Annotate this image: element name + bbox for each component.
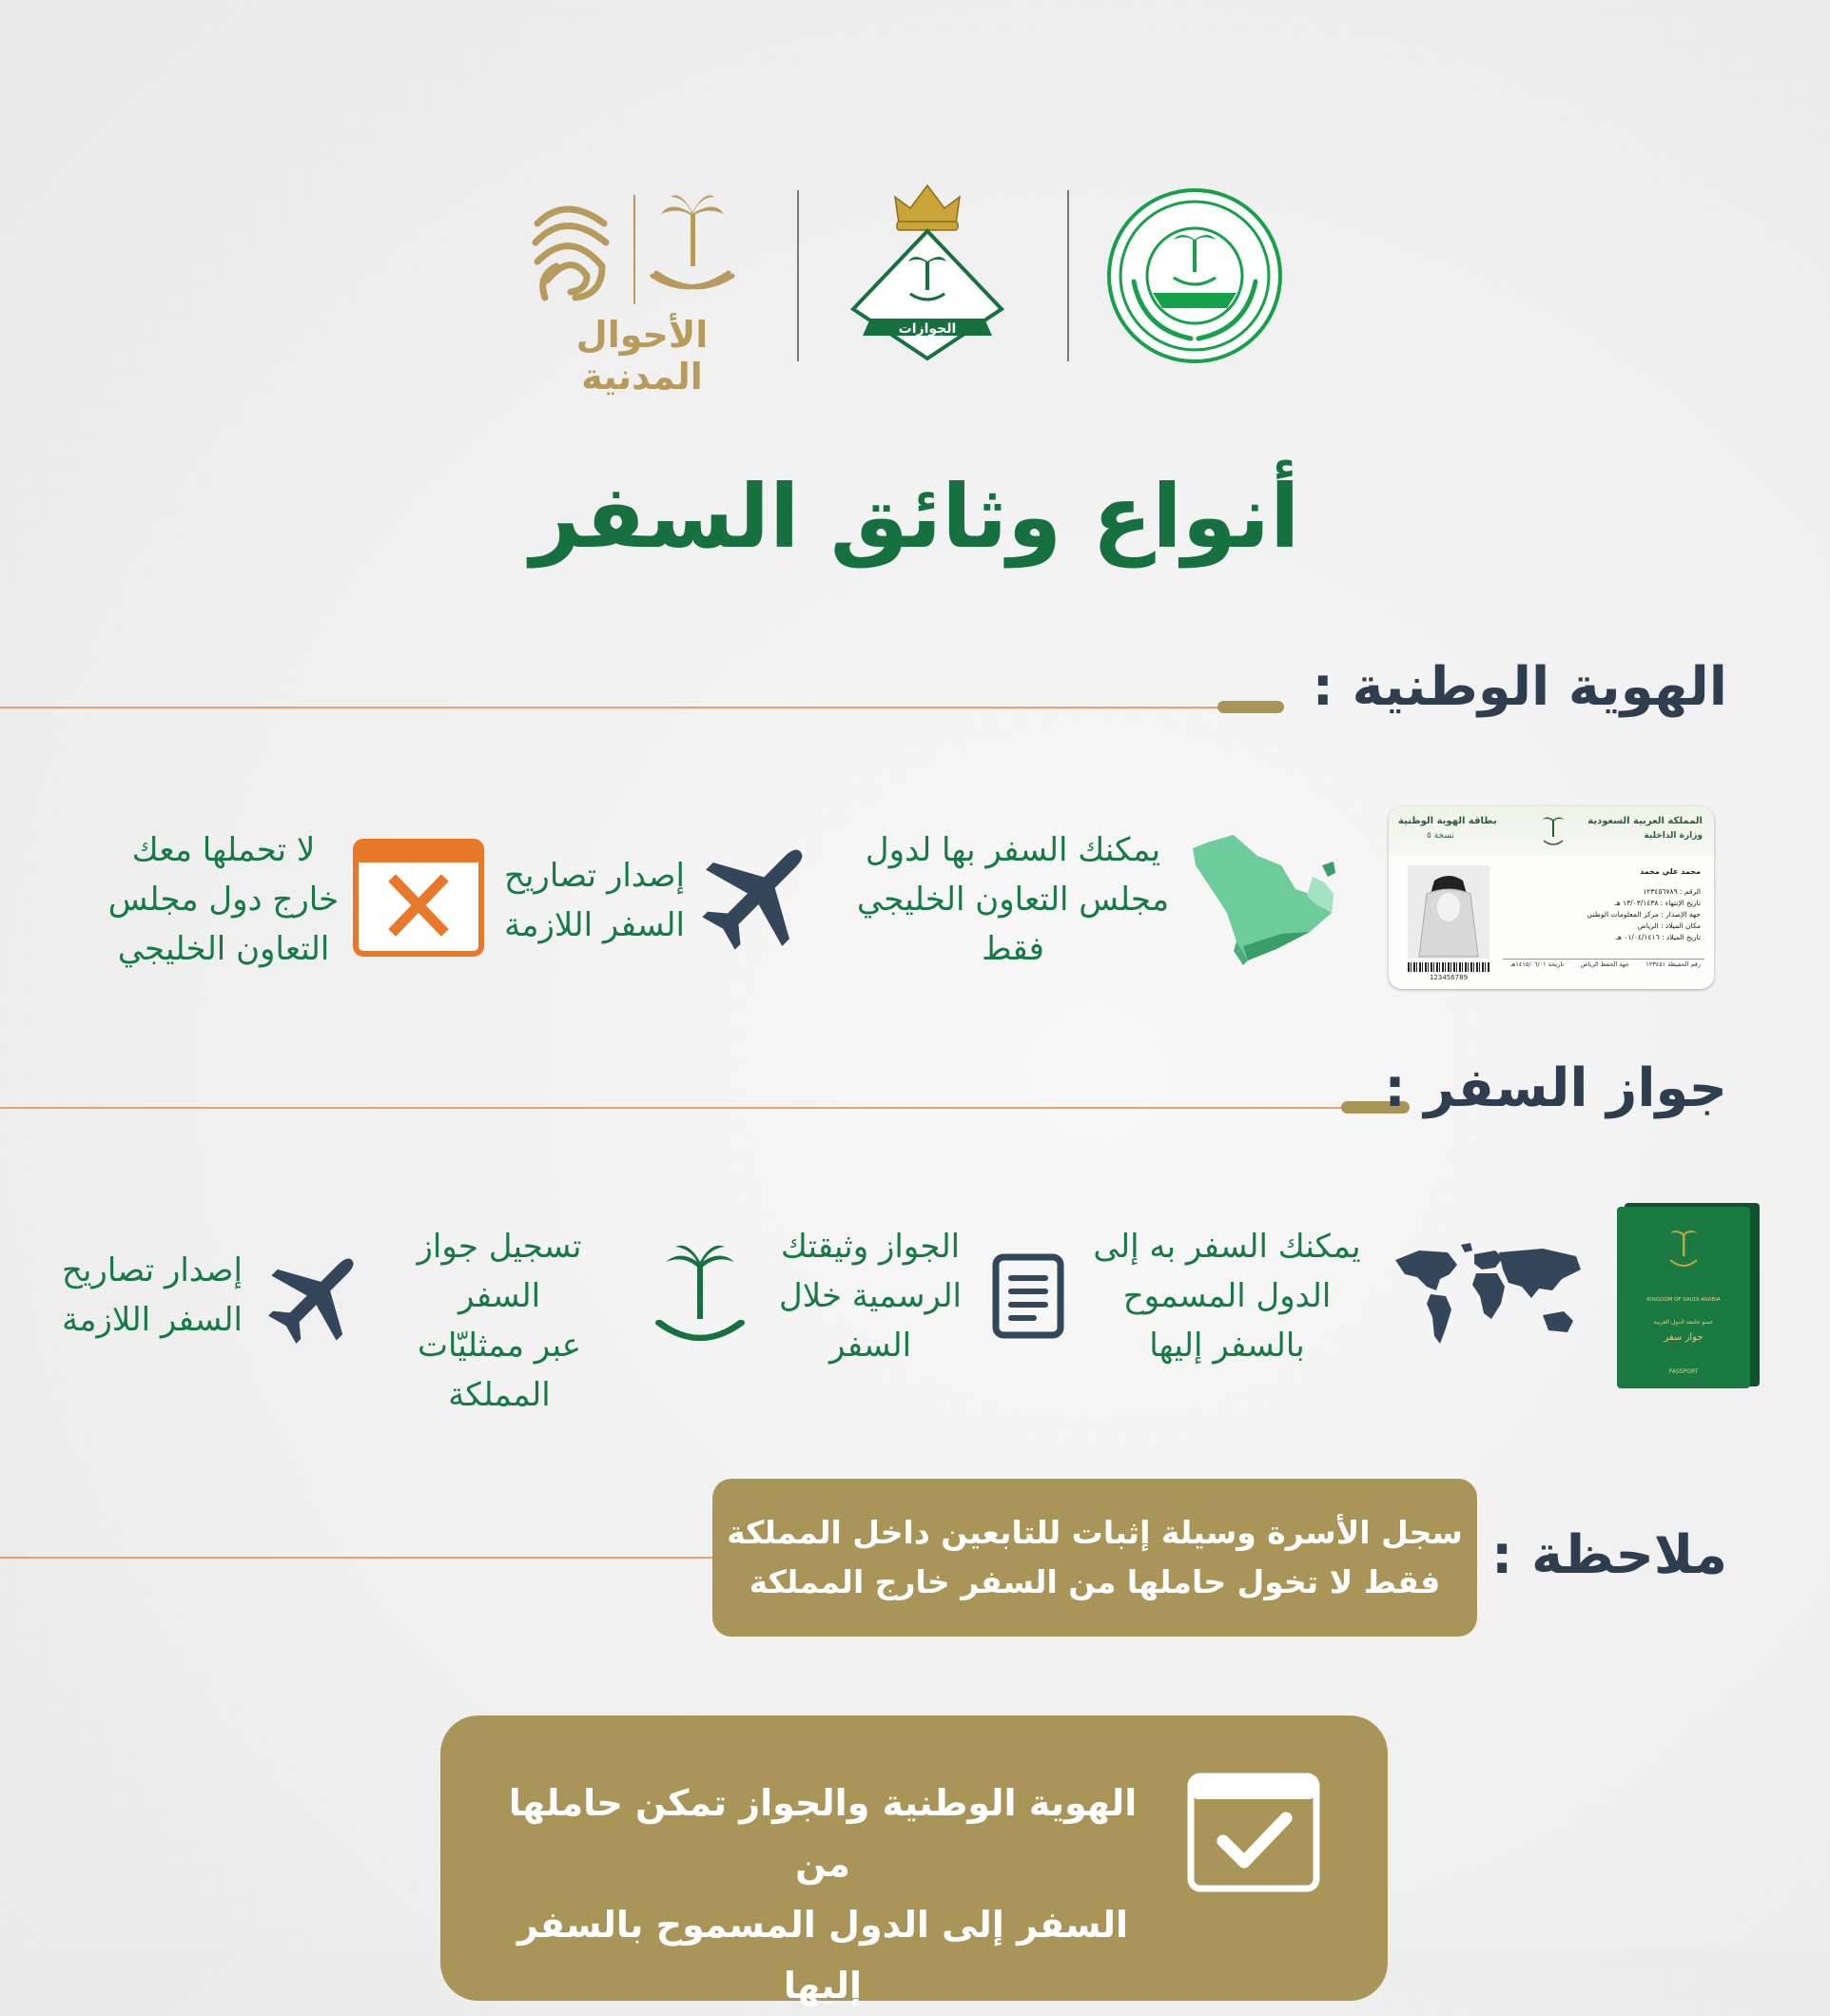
civil-affairs-logo-text: الأحوال المدنية	[575, 314, 709, 397]
passport-cover-title: جواز سفر	[1664, 1332, 1703, 1343]
check-window-icon	[1187, 1773, 1320, 1892]
feature-text-line: السفر	[828, 1327, 912, 1365]
card-title: بطاقة الهوية الوطنية	[1398, 816, 1497, 826]
card-holder-name: محمد علي محمد	[1640, 867, 1701, 876]
card-barcode-number: 123456789	[1429, 974, 1469, 981]
passport-heading: جواز السفر :	[1384, 1057, 1727, 1119]
card-footer-item: رقم الحفيظة ١٢٣٤٥١	[1645, 960, 1701, 968]
moi-logo	[1105, 186, 1284, 365]
logo-divider	[1067, 190, 1069, 361]
feature-text-line: إصدار تصاريح	[62, 1251, 243, 1289]
card-footer-item: جهة الحفظ الرياض	[1580, 960, 1629, 968]
card-ministry: وزارة الداخلية	[1644, 831, 1703, 841]
passport-cover-kingdom: KINGDOM OF SAUDI ARABIA	[1646, 1297, 1721, 1303]
feature-text-line: يمكنك السفر به إلى	[1093, 1228, 1361, 1266]
section-divider-line	[0, 707, 1227, 708]
feature-text-line: فقط	[982, 930, 1044, 968]
gcc-map-icon	[1191, 827, 1353, 970]
summary-text-line: السفر إلى الدول المسموح بالسفر إليها	[516, 1904, 1129, 2006]
card-photo	[1408, 865, 1489, 959]
feature-text-line: خارج دول مجلس	[107, 881, 340, 919]
feature-text-line: المملكة	[448, 1376, 551, 1414]
feature-text-line: لا تحملها معك	[131, 831, 316, 869]
palm-swords-icon	[647, 1241, 753, 1355]
note-heading: ملاحظة :	[1491, 1524, 1727, 1586]
passport-feature-1	[1075, 1222, 1379, 1370]
feature-text-line: عبر ممثليّات	[417, 1327, 582, 1365]
feature-text-line: السفر اللازمة	[504, 906, 685, 944]
feature-text-line: التعاون الخليجي	[117, 930, 330, 968]
card-emblem-icon	[1539, 814, 1567, 850]
passport-emblem-icon	[1665, 1228, 1703, 1273]
card-field: جهة الإصدار : مركز المعلومات الوطني	[1587, 910, 1701, 919]
passport-feature-3	[380, 1222, 618, 1420]
passport-cover-sub: PASSPORT	[1668, 1368, 1699, 1375]
passport-cover-kingdom-ar: عضو جامعة الدول العربية	[1653, 1319, 1714, 1326]
card-field: تاريخ الإنتهاء : ١٣/٠٣/١٤٣٨ هـ	[1614, 899, 1701, 907]
card-footer-line	[1503, 959, 1704, 960]
feature-text-line: إصدار تصاريح	[504, 857, 685, 895]
card-footer	[1510, 960, 1701, 968]
feature-text-line: الرسمية خلال	[778, 1277, 962, 1315]
world-map-icon	[1391, 1241, 1590, 1350]
card-copy: نسخة ٥	[1427, 831, 1454, 841]
section-divider-line	[0, 1107, 1351, 1109]
note-text-line: فقط لا تخول حاملها من السفر خارج المملكة	[749, 1563, 1441, 1600]
card-footer-item: تاريخة ١٤١٥/٠٦/٠١هـ	[1510, 960, 1565, 968]
card-field: تاريخ الميلاد : ٠١/٠٤/١٤١٦ هـ	[1615, 933, 1701, 941]
passport-cover	[1617, 1203, 1760, 1388]
document-icon	[992, 1253, 1064, 1339]
card-barcode	[1408, 962, 1489, 972]
national-id-card	[1389, 806, 1714, 989]
summary-text	[480, 1773, 1165, 2016]
cancel-window-icon	[353, 839, 484, 957]
national-id-feature-1	[847, 825, 1179, 974]
page-title: أنواع وثائق السفر	[530, 466, 1300, 568]
passport-feature-2	[761, 1222, 980, 1370]
card-fields	[1510, 886, 1701, 943]
logo-divider	[797, 190, 799, 361]
passports-logo	[842, 176, 1013, 361]
national-id-heading: الهوية الوطنية :	[1312, 656, 1727, 718]
airplane-icon	[262, 1241, 371, 1350]
civil-affairs-logo	[528, 185, 756, 397]
moi-emblem-icon	[1105, 186, 1284, 365]
passport-feature-4	[57, 1246, 247, 1345]
card-kingdom: المملكة العربية السعودية	[1587, 816, 1703, 826]
national-id-feature-2	[495, 851, 694, 950]
feature-text-line: بالسفر إليها	[1149, 1327, 1305, 1365]
feature-text-line: الجواز وثيقتك	[780, 1228, 961, 1266]
civil-affairs-emblem-icon	[528, 185, 756, 319]
passports-emblem-icon	[842, 176, 1013, 361]
feature-text-line: يمكنك السفر بها لدول	[865, 831, 1161, 869]
national-id-feature-3	[86, 825, 361, 974]
passports-logo-text: الجوازات	[898, 321, 957, 337]
feature-text-line: الدول المسموح	[1122, 1277, 1332, 1315]
person-silhouette-icon	[1408, 865, 1489, 959]
feature-text-line: تسجيل جواز السفر	[417, 1228, 582, 1315]
card-field: مكان الميلاد : الرياض	[1637, 921, 1701, 930]
note-text-line: سجل الأسرة وسيلة إثبات للتابعين داخل المملكة	[727, 1514, 1463, 1551]
card-field: الرقم : ١٢٣٤٥٦٧٨٩	[1643, 887, 1701, 896]
feature-text-line: السفر اللازمة	[62, 1301, 243, 1339]
section-divider-line	[0, 1557, 723, 1559]
summary-text-line: الهوية الوطنية والجواز تمكن حاملها من	[508, 1782, 1138, 1885]
section-divider-pill	[1217, 701, 1284, 713]
feature-text-line: مجلس التعاون الخليجي	[856, 881, 1170, 919]
note-box	[712, 1479, 1477, 1637]
airplane-icon	[694, 829, 823, 958]
